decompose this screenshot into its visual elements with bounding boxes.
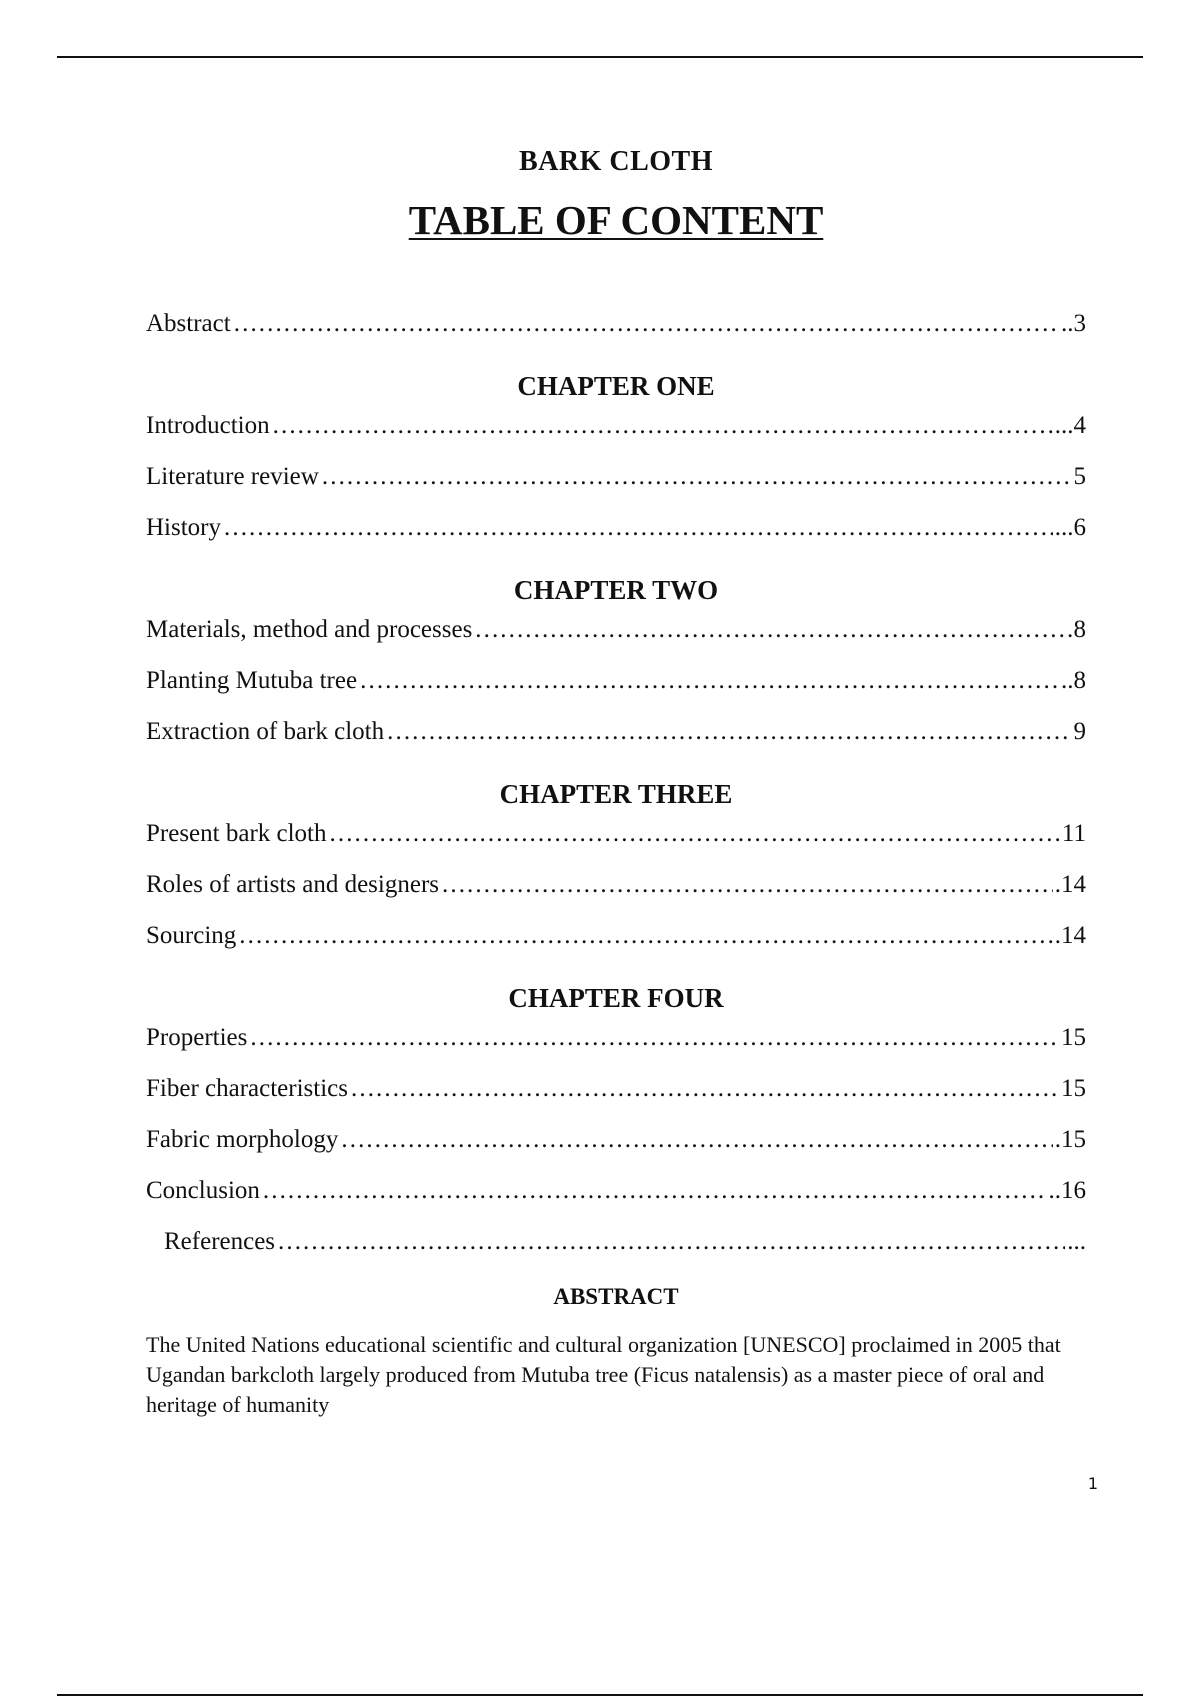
toc-page-number: 8 [1073, 616, 1086, 643]
toc-dot-leader [277, 1228, 1065, 1256]
toc-entry-page [1061, 310, 1086, 338]
toc-entry-page [1074, 463, 1087, 491]
toc-entry-page [1055, 922, 1086, 950]
toc-entry-page [1074, 718, 1087, 746]
toc-leader-tail: ... [1054, 412, 1074, 439]
toc-chapter-heading: CHAPTER TWO [513, 575, 719, 605]
toc-dot-leader [441, 871, 1053, 899]
toc-page-number: 11 [1061, 820, 1086, 847]
toc-chapter-heading: CHAPTER ONE [517, 371, 715, 401]
toc-leader-tail: .. [1048, 1177, 1061, 1204]
toc-entry-label: Conclusion [146, 1177, 260, 1204]
toc-entry-label: Sourcing [146, 922, 237, 949]
toc-page-number: 3 [1073, 310, 1086, 337]
toc-entry[interactable] [146, 616, 1086, 667]
toc-dot-leader [350, 1075, 1059, 1103]
toc-entry[interactable] [146, 1177, 1086, 1228]
abstract-text: The United Nations educational scientific and cultural organization [UNESCO] proclaimed in 2005 that Ugandan barkcloth largely produced from Mutuba tree (Ficus natalensis) as a master piece of oral and heritage of humanity [146, 1332, 1061, 1417]
toc-entry-page [1061, 1024, 1086, 1052]
toc-dot-leader [272, 412, 1053, 440]
toc-entry-page [1049, 1177, 1087, 1205]
toc-dot-leader [386, 718, 1071, 746]
toc-entry[interactable] [146, 1126, 1086, 1177]
toc-entry[interactable] [146, 1024, 1086, 1075]
toc-entry[interactable] [146, 1228, 1086, 1279]
toc-leader-tail: ... [1054, 514, 1074, 541]
toc-entry-label: Literature review [146, 463, 319, 490]
toc-page-number: 5 [1073, 463, 1086, 490]
toc-dot-leader [474, 616, 1071, 644]
toc-dot-leader [238, 922, 1052, 950]
toc-dot-leader [223, 514, 1053, 542]
toc-page-number: 9 [1073, 718, 1086, 745]
document-title: BARK CLOTH [518, 146, 714, 177]
toc-entry-label: Abstract [146, 310, 231, 337]
toc-entry-label: Properties [146, 1024, 248, 1051]
toc-entry-label: Fiber characteristics [146, 1075, 348, 1102]
toc-dot-leader [340, 1126, 1052, 1154]
toc-entry-page [1055, 1126, 1086, 1154]
toc-entry-label: Present bark cloth [146, 820, 327, 847]
abstract-heading: ABSTRACT [553, 1284, 679, 1309]
toc-leader-tail: . [1054, 1126, 1061, 1153]
toc-chapter-heading: CHAPTER THREE [499, 779, 733, 809]
toc-page-number: 15 [1061, 1075, 1086, 1102]
toc-page-number: 6 [1073, 514, 1086, 541]
toc-entry-label: Extraction of bark cloth [146, 718, 385, 745]
toc-leader-tail: . [1054, 922, 1061, 949]
toc-leader-tail: ... [1067, 1228, 1086, 1255]
toc-entry[interactable] [146, 463, 1086, 514]
toc-entry-page [1074, 616, 1087, 644]
footer-rule [57, 1694, 1143, 1696]
toc-entry-page [1055, 514, 1086, 542]
toc-entry-page [1055, 412, 1086, 440]
toc-entry-label: Fabric morphology [146, 1126, 339, 1153]
toc-entry[interactable] [146, 667, 1086, 718]
toc-entry-page [1055, 871, 1086, 899]
toc-entry-page [1061, 1075, 1086, 1103]
toc-heading [146, 196, 1086, 244]
table-of-contents [146, 310, 1086, 1279]
toc-entry-label: History [146, 514, 221, 541]
toc-leader-tail: .. [1061, 310, 1074, 337]
toc-dot-leader [233, 310, 1059, 338]
toc-entry-label: References [164, 1228, 276, 1255]
toc-entry[interactable] [146, 718, 1086, 769]
toc-entry-page [1061, 667, 1086, 695]
toc-page-number: 15 [1061, 1126, 1086, 1153]
toc-entry[interactable] [146, 412, 1086, 463]
toc-page-number: 16 [1061, 1177, 1086, 1204]
toc-heading-text: TABLE OF CONTENT [408, 197, 824, 243]
toc-page-number: 8 [1073, 667, 1086, 694]
toc-page-number: 15 [1061, 1024, 1086, 1051]
toc-chapter-heading: CHAPTER FOUR [508, 983, 724, 1013]
header-rule [57, 56, 1143, 58]
toc-entry-label: Roles of artists and designers [146, 871, 440, 898]
toc-dot-leader [249, 1024, 1059, 1052]
toc-entry-label: Introduction [146, 412, 270, 439]
toc-dot-leader [329, 820, 1060, 848]
toc-page-number: 4 [1073, 412, 1086, 439]
toc-dot-leader [262, 1177, 1047, 1205]
toc-entry[interactable] [146, 310, 1086, 361]
toc-dot-leader [359, 667, 1059, 695]
toc-leader-tail: . [1054, 871, 1061, 898]
toc-entry[interactable] [146, 922, 1086, 973]
toc-entry-label: Materials, method and processes [146, 616, 473, 643]
toc-entry-page [1062, 820, 1086, 848]
toc-page-number: 14 [1061, 871, 1086, 898]
toc-entry-page [1067, 1228, 1086, 1256]
page-number: 1 [1087, 1474, 1098, 1493]
toc-entry[interactable] [146, 871, 1086, 922]
toc-page-number: 14 [1061, 922, 1086, 949]
toc-entry-label: Planting Mutuba tree [146, 667, 358, 694]
toc-leader-tail: .. [1061, 667, 1074, 694]
toc-dot-leader [321, 463, 1072, 491]
toc-entry[interactable] [146, 514, 1086, 565]
toc-entry[interactable] [146, 1075, 1086, 1126]
toc-entry[interactable] [146, 820, 1086, 871]
